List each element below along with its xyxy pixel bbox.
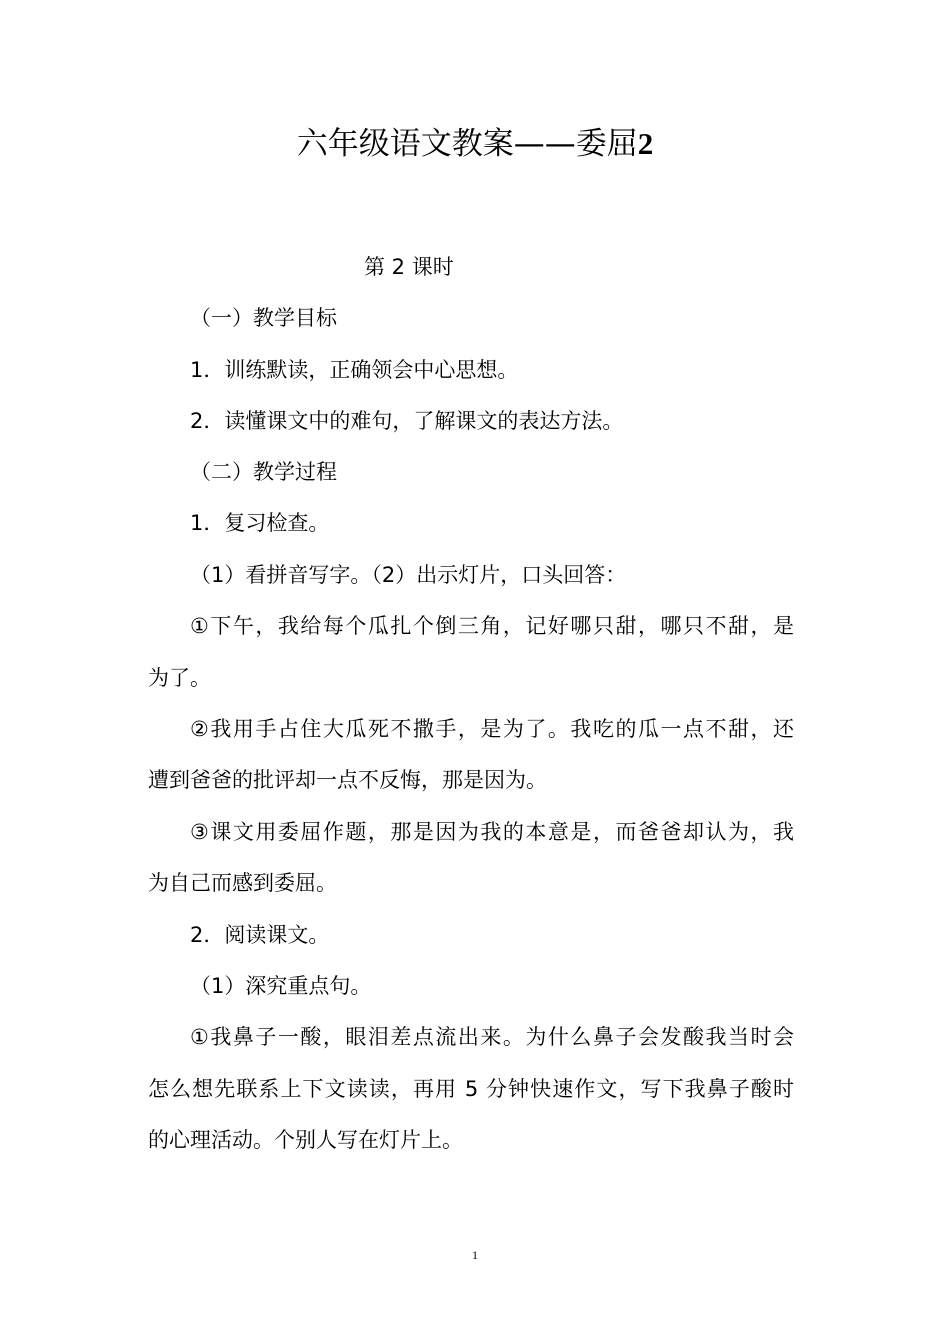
paragraph-line: 的心理活动。个别人写在灯片上。 (148, 1128, 463, 1152)
paragraph-line: ③课文用委屈作题，那是因为我的本意是，而爸爸却认为，我 (190, 820, 794, 844)
paragraph-line: 为了。 (148, 666, 211, 690)
paragraph-line: ②我用手占住大瓜死不撒手，是为了。我吃的瓜一点不甜，还 (190, 717, 794, 741)
paragraph-line: （1）深究重点句。 (190, 974, 372, 998)
title-number: 2 (637, 126, 654, 161)
paragraph-line: 怎么想先联系上下文读读，再用 5 分钟快速作文，写下我鼻子酸时 (148, 1077, 794, 1101)
paragraph-line: 2．读懂课文中的难句，了解课文的表达方法。 (190, 409, 624, 433)
paragraph-line: 为自己而感到委屈。 (148, 871, 337, 895)
paragraph-line: 1．训练默读，正确领会中心思想。 (190, 358, 519, 382)
paragraph-line: 1．复习检查。 (190, 511, 330, 535)
document-title (0, 120, 950, 168)
section-heading-process: （二）教学过程 (190, 460, 337, 484)
paragraph-line: 2．阅读课文。 (190, 923, 330, 947)
paragraph-line: 遭到爸爸的批评却一点不反悔，那是因为。 (148, 768, 547, 792)
paragraph-line: （1）看拼音写字。（2）出示灯片，口头回答： (190, 563, 627, 587)
page-number: 1 (472, 1248, 478, 1262)
paragraph-line: ①下午，我给每个瓜扎个倒三角，记好哪只甜，哪只不甜，是 (190, 614, 794, 638)
paragraph-line: ①我鼻子一酸，眼泪差点流出来。为什么鼻子会发酸我当时会 (190, 1025, 794, 1049)
title-text: 六年级语文教案——委屈 (296, 126, 638, 162)
lesson-heading: 第 2 课时 (364, 255, 454, 279)
section-heading-objectives: （一）教学目标 (190, 306, 337, 330)
